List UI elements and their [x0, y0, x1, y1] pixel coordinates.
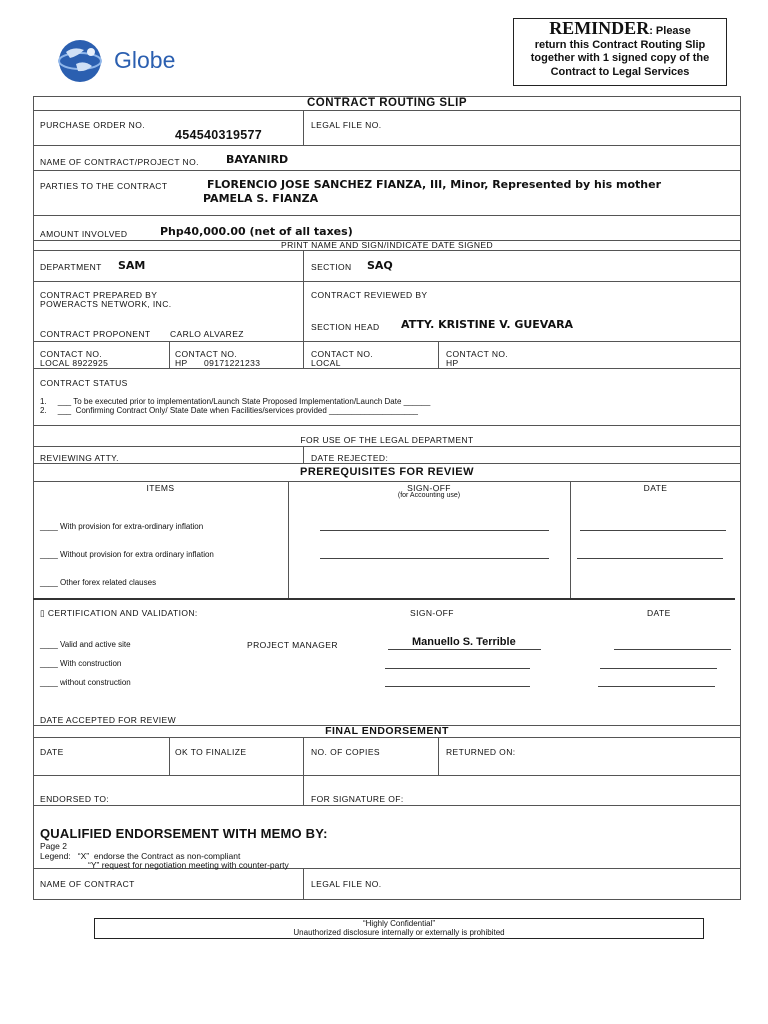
reminder-box	[513, 18, 727, 86]
page-label: Page 2	[40, 841, 67, 851]
proponent-value: CARLO ALVAREZ	[170, 329, 244, 339]
department-value: SAM	[118, 259, 146, 272]
final-endorsement-title: FINAL ENDORSEMENT	[325, 725, 449, 737]
contact-value: LOCAL	[311, 358, 341, 368]
globe-icon	[54, 38, 106, 84]
reminder-line: together with 1 signed copy of the	[530, 52, 710, 64]
without-construction: ____ without construction	[40, 678, 131, 687]
proponent-label: CONTRACT PROPONENT	[40, 329, 151, 339]
contact-value: HP 09171221233	[175, 358, 261, 368]
contact-label: CONTACT NO.	[311, 349, 374, 359]
print-name-note: PRINT NAME AND SIGN/INDICATE DATE SIGNED	[281, 240, 493, 250]
status-label: CONTRACT STATUS	[40, 378, 128, 388]
date-line[interactable]	[600, 668, 717, 669]
reviewed-by-label: CONTRACT REVIEWED BY	[311, 290, 428, 300]
signoff-line[interactable]	[385, 668, 530, 669]
contact-value: LOCAL 8922925	[40, 358, 109, 368]
date-accepted-label: DATE ACCEPTED FOR REVIEW	[40, 715, 177, 725]
date-line[interactable]	[580, 530, 726, 531]
date-line[interactable]	[598, 686, 715, 687]
returned-label: RETURNED ON:	[446, 747, 516, 757]
parties-label: PARTIES TO THE CONTRACT	[40, 181, 168, 191]
contact-label: CONTACT NO.	[40, 349, 103, 359]
section-head-label: SECTION HEAD	[311, 322, 380, 332]
with-construction: ____ With construction	[40, 659, 122, 668]
prepared-by-value: POWERACTS NETWORK, INC.	[40, 299, 172, 309]
project-manager-value: Manuello S. Terrible	[412, 636, 516, 648]
contact-label: CONTACT NO.	[446, 349, 509, 359]
prereq-item: ____ Other forex related clauses	[40, 578, 157, 587]
signoff-line[interactable]	[320, 530, 549, 531]
date-line[interactable]	[614, 649, 731, 650]
prereq-item: ____ With provision for extra-ordinary inflation	[40, 522, 204, 531]
status-option-2: 2. ___ Confirming Contract Only/ State Date when Facilities/services provided ____________________	[40, 406, 418, 415]
signoff-line[interactable]	[385, 686, 530, 687]
date-header: DATE	[643, 483, 668, 493]
valid-site: ____ Valid and active site	[40, 640, 131, 649]
legal-file-label: LEGAL FILE NO.	[311, 120, 382, 130]
reviewing-atty-label: REVIEWING ATTY.	[40, 453, 119, 463]
signoff-line[interactable]	[320, 558, 549, 559]
reminder-inline: : Please	[649, 25, 691, 37]
signoff-header: SIGN-OFF	[407, 483, 451, 493]
legal-file-label-2: LEGAL FILE NO.	[311, 879, 382, 889]
section-head-value: ATTY. KRISTINE V. GUEVARA	[401, 318, 574, 331]
prereq-title: PREREQUISITES FOR REVIEW	[300, 466, 474, 478]
date-rejected-label: DATE REJECTED:	[311, 453, 389, 463]
po-label: PURCHASE ORDER NO.	[40, 120, 145, 130]
contract-name-label: NAME OF CONTRACT/PROJECT NO.	[40, 157, 199, 167]
confidential-line1: “Highly Confidential”	[362, 919, 436, 928]
department-label: DEPARTMENT	[40, 262, 102, 272]
signoff-sub: (for Accounting use)	[397, 492, 461, 499]
reminder-title: REMINDER	[549, 18, 650, 38]
legend-y: “Y” request for negotiation meeting with counter-party	[88, 860, 289, 870]
endorsed-to-label: ENDORSED TO:	[40, 794, 110, 804]
legend-x: Legend: “X” endorse the Contract as non-compliant	[40, 851, 241, 861]
contact-label: CONTACT NO.	[175, 349, 238, 359]
section-value: SAQ	[367, 259, 393, 272]
project-manager-label: PROJECT MANAGER	[247, 640, 338, 650]
parties-line1: FLORENCIO JOSE SANCHEZ FIANZA, III, Minor, Represented by his mother	[207, 178, 662, 191]
qualified-title: QUALIFIED ENDORSEMENT WITH MEMO BY:	[40, 826, 328, 841]
status-option-1: 1. ___ To be executed prior to implementation/Launch State Proposed Implementation/Launch Date ______	[40, 397, 431, 406]
legal-dept-label: FOR USE OF THE LEGAL DEPARTMENT	[300, 435, 474, 445]
contact-value: HP	[446, 358, 459, 368]
contract-name-value: BAYANIRD	[226, 153, 289, 166]
brand-name: Globe	[114, 47, 176, 73]
section-label: SECTION	[311, 262, 352, 272]
cert-date: DATE	[647, 608, 671, 618]
reminder-line: Contract to Legal Services	[550, 65, 690, 78]
prepared-by-label: CONTRACT PREPARED BY	[40, 290, 158, 300]
date-label: DATE	[40, 747, 64, 757]
copies-label: NO. OF COPIES	[311, 747, 380, 757]
amount-value: Php40,000.00 (net of all taxes)	[160, 225, 353, 238]
date-line[interactable]	[577, 558, 723, 559]
form-title: CONTRACT ROUTING SLIP	[307, 97, 467, 109]
globe-logo	[54, 38, 204, 86]
cert-label: ▯ CERTIFICATION AND VALIDATION:	[40, 608, 198, 618]
cert-signoff: SIGN-OFF	[410, 608, 454, 618]
reminder-line: return this Contract Routing Slip	[534, 38, 706, 51]
amount-label: AMOUNT INVOLVED	[40, 229, 128, 239]
confidentiality-notice	[94, 918, 704, 939]
signature-of-label: FOR SIGNATURE OF:	[311, 794, 404, 804]
name-contract-label: NAME OF CONTRACT	[40, 879, 135, 889]
po-value: 454540319577	[175, 128, 263, 142]
ok-finalize-label: OK TO FINALIZE	[175, 747, 247, 757]
confidential-line2: Unauthorized disclosure internally or externally is prohibited	[293, 928, 505, 937]
prereq-item: ____ Without provision for extra ordinary inflation	[40, 550, 214, 559]
items-header: ITEMS	[146, 483, 175, 493]
parties-line2: PAMELA S. FIANZA	[203, 192, 319, 205]
